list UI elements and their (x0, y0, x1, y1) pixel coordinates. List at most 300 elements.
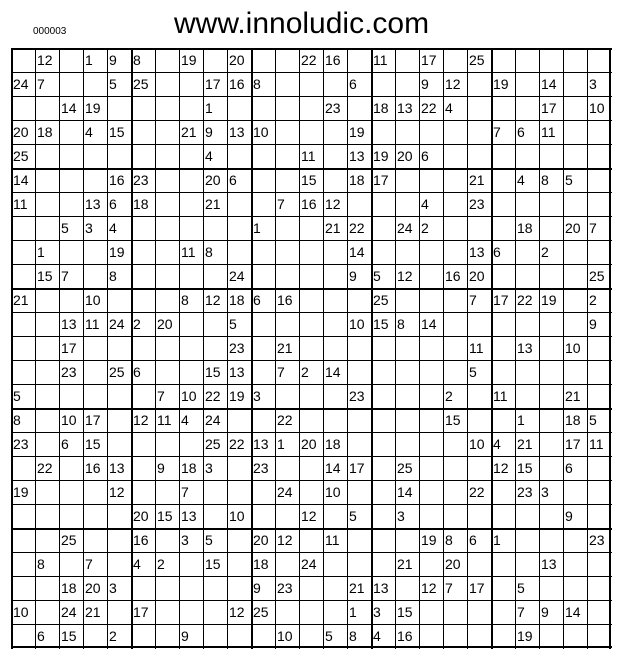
grid-cell[interactable] (347, 96, 371, 120)
grid-cell[interactable] (35, 504, 59, 528)
grid-cell[interactable] (395, 480, 419, 504)
grid-cell[interactable] (35, 72, 59, 96)
grid-cell[interactable] (155, 576, 179, 600)
grid-cell[interactable] (35, 360, 59, 384)
grid-cell[interactable] (323, 504, 347, 528)
grid-cell[interactable] (419, 96, 443, 120)
grid-cell[interactable] (395, 432, 419, 456)
grid-cell[interactable] (443, 480, 467, 504)
grid-cell[interactable] (299, 192, 323, 216)
grid-cell[interactable] (83, 48, 107, 72)
grid-cell[interactable] (395, 600, 419, 624)
grid-cell[interactable] (395, 120, 419, 144)
grid-cell[interactable] (443, 432, 467, 456)
grid-cell[interactable] (539, 624, 563, 648)
grid-cell[interactable] (179, 456, 203, 480)
grid-cell[interactable] (203, 96, 227, 120)
grid-cell[interactable] (83, 192, 107, 216)
grid-cell[interactable] (203, 504, 227, 528)
grid-cell[interactable] (155, 624, 179, 648)
grid-cell[interactable] (491, 360, 515, 384)
grid-cell[interactable] (59, 552, 83, 576)
grid-cell[interactable] (299, 384, 323, 408)
grid-cell[interactable] (107, 432, 131, 456)
grid-cell[interactable] (347, 336, 371, 360)
grid-cell[interactable] (587, 408, 611, 432)
grid-cell[interactable] (419, 216, 443, 240)
grid-cell[interactable] (587, 360, 611, 384)
grid-cell[interactable] (419, 528, 443, 552)
grid-cell[interactable] (515, 144, 539, 168)
grid-cell[interactable] (131, 504, 155, 528)
grid-cell[interactable] (491, 288, 515, 312)
grid-cell[interactable] (155, 408, 179, 432)
grid-cell[interactable] (443, 96, 467, 120)
grid-cell[interactable] (587, 48, 611, 72)
grid-cell[interactable] (59, 384, 83, 408)
grid-cell[interactable] (371, 456, 395, 480)
grid-cell[interactable] (467, 144, 491, 168)
grid-cell[interactable] (251, 168, 275, 192)
grid-cell[interactable] (491, 504, 515, 528)
grid-cell[interactable] (155, 504, 179, 528)
grid-cell[interactable] (155, 312, 179, 336)
grid-cell[interactable] (563, 480, 587, 504)
grid-cell[interactable] (347, 288, 371, 312)
grid-cell[interactable] (467, 288, 491, 312)
grid-cell[interactable] (131, 72, 155, 96)
grid-cell[interactable] (131, 288, 155, 312)
grid-cell[interactable] (275, 384, 299, 408)
grid-cell[interactable] (155, 456, 179, 480)
grid-cell[interactable] (227, 216, 251, 240)
grid-cell[interactable] (11, 552, 35, 576)
grid-cell[interactable] (155, 480, 179, 504)
grid-cell[interactable] (587, 480, 611, 504)
grid-cell[interactable] (203, 336, 227, 360)
grid-cell[interactable] (491, 216, 515, 240)
grid-cell[interactable] (395, 240, 419, 264)
grid-cell[interactable] (419, 264, 443, 288)
grid-cell[interactable] (299, 624, 323, 648)
grid-cell[interactable] (563, 48, 587, 72)
grid-cell[interactable] (131, 384, 155, 408)
grid-cell[interactable] (491, 120, 515, 144)
grid-cell[interactable] (563, 456, 587, 480)
grid-cell[interactable] (251, 624, 275, 648)
grid-cell[interactable] (59, 216, 83, 240)
grid-cell[interactable] (59, 96, 83, 120)
grid-cell[interactable] (179, 528, 203, 552)
grid-cell[interactable] (443, 264, 467, 288)
grid-cell[interactable] (395, 96, 419, 120)
grid-cell[interactable] (11, 336, 35, 360)
grid-cell[interactable] (539, 336, 563, 360)
grid-cell[interactable] (275, 96, 299, 120)
grid-cell[interactable] (443, 552, 467, 576)
grid-cell[interactable] (59, 312, 83, 336)
grid-cell[interactable] (515, 480, 539, 504)
grid-cell[interactable] (419, 624, 443, 648)
grid-cell[interactable] (395, 168, 419, 192)
grid-cell[interactable] (35, 552, 59, 576)
grid-cell[interactable] (275, 408, 299, 432)
grid-cell[interactable] (275, 72, 299, 96)
grid-cell[interactable] (131, 168, 155, 192)
grid-cell[interactable] (443, 240, 467, 264)
grid-cell[interactable] (467, 552, 491, 576)
grid-cell[interactable] (83, 504, 107, 528)
grid-cell[interactable] (299, 288, 323, 312)
grid-cell[interactable] (155, 96, 179, 120)
grid-cell[interactable] (443, 360, 467, 384)
grid-cell[interactable] (563, 144, 587, 168)
grid-cell[interactable] (203, 240, 227, 264)
grid-cell[interactable] (467, 264, 491, 288)
grid-cell[interactable] (299, 72, 323, 96)
grid-cell[interactable] (179, 288, 203, 312)
grid-cell[interactable] (275, 192, 299, 216)
grid-cell[interactable] (443, 576, 467, 600)
grid-cell[interactable] (83, 552, 107, 576)
grid-cell[interactable] (515, 168, 539, 192)
grid-cell[interactable] (107, 576, 131, 600)
grid-cell[interactable] (419, 168, 443, 192)
grid-cell[interactable] (467, 192, 491, 216)
grid-cell[interactable] (371, 504, 395, 528)
grid-cell[interactable] (131, 120, 155, 144)
grid-cell[interactable] (563, 264, 587, 288)
grid-cell[interactable] (83, 480, 107, 504)
grid-cell[interactable] (371, 144, 395, 168)
grid-cell[interactable] (155, 144, 179, 168)
grid-cell[interactable] (347, 624, 371, 648)
grid-cell[interactable] (323, 120, 347, 144)
grid-cell[interactable] (203, 432, 227, 456)
grid-cell[interactable] (347, 384, 371, 408)
grid-cell[interactable] (419, 504, 443, 528)
grid-cell[interactable] (83, 432, 107, 456)
grid-cell[interactable] (563, 600, 587, 624)
grid-cell[interactable] (131, 240, 155, 264)
grid-cell[interactable] (107, 168, 131, 192)
grid-cell[interactable] (59, 144, 83, 168)
grid-cell[interactable] (11, 264, 35, 288)
grid-cell[interactable] (563, 216, 587, 240)
grid-cell[interactable] (59, 408, 83, 432)
grid-cell[interactable] (491, 384, 515, 408)
grid-cell[interactable] (539, 384, 563, 408)
grid-cell[interactable] (443, 504, 467, 528)
grid-cell[interactable] (179, 72, 203, 96)
grid-cell[interactable] (515, 336, 539, 360)
grid-cell[interactable] (563, 552, 587, 576)
grid-cell[interactable] (179, 336, 203, 360)
grid-cell[interactable] (443, 144, 467, 168)
grid-cell[interactable] (155, 216, 179, 240)
grid-cell[interactable] (587, 336, 611, 360)
grid-cell[interactable] (347, 408, 371, 432)
grid-cell[interactable] (395, 48, 419, 72)
grid-cell[interactable] (275, 504, 299, 528)
grid-cell[interactable] (347, 456, 371, 480)
grid-cell[interactable] (371, 360, 395, 384)
grid-cell[interactable] (203, 600, 227, 624)
grid-cell[interactable] (179, 504, 203, 528)
grid-cell[interactable] (275, 360, 299, 384)
grid-cell[interactable] (443, 312, 467, 336)
grid-cell[interactable] (587, 96, 611, 120)
grid-cell[interactable] (395, 408, 419, 432)
grid-cell[interactable] (563, 528, 587, 552)
grid-cell[interactable] (107, 528, 131, 552)
grid-cell[interactable] (251, 360, 275, 384)
grid-cell[interactable] (107, 624, 131, 648)
grid-cell[interactable] (299, 504, 323, 528)
grid-cell[interactable] (251, 72, 275, 96)
grid-cell[interactable] (131, 360, 155, 384)
grid-cell[interactable] (467, 600, 491, 624)
grid-cell[interactable] (275, 600, 299, 624)
grid-cell[interactable] (467, 528, 491, 552)
grid-cell[interactable] (107, 48, 131, 72)
grid-cell[interactable] (563, 504, 587, 528)
grid-cell[interactable] (539, 288, 563, 312)
grid-cell[interactable] (515, 432, 539, 456)
grid-cell[interactable] (107, 408, 131, 432)
grid-cell[interactable] (251, 600, 275, 624)
grid-cell[interactable] (203, 384, 227, 408)
grid-cell[interactable] (83, 408, 107, 432)
grid-cell[interactable] (179, 552, 203, 576)
grid-cell[interactable] (107, 504, 131, 528)
grid-cell[interactable] (299, 360, 323, 384)
grid-cell[interactable] (539, 48, 563, 72)
grid-cell[interactable] (275, 576, 299, 600)
grid-cell[interactable] (203, 360, 227, 384)
grid-cell[interactable] (131, 312, 155, 336)
grid-cell[interactable] (227, 480, 251, 504)
grid-cell[interactable] (83, 456, 107, 480)
grid-cell[interactable] (11, 408, 35, 432)
grid-cell[interactable] (323, 216, 347, 240)
grid-cell[interactable] (371, 96, 395, 120)
grid-cell[interactable] (83, 264, 107, 288)
grid-cell[interactable] (491, 408, 515, 432)
grid-cell[interactable] (539, 192, 563, 216)
grid-cell[interactable] (395, 288, 419, 312)
grid-cell[interactable] (587, 240, 611, 264)
grid-cell[interactable] (515, 192, 539, 216)
grid-cell[interactable] (563, 240, 587, 264)
grid-cell[interactable] (35, 624, 59, 648)
grid-cell[interactable] (467, 624, 491, 648)
grid-cell[interactable] (59, 288, 83, 312)
grid-cell[interactable] (35, 576, 59, 600)
grid-cell[interactable] (35, 408, 59, 432)
grid-cell[interactable] (251, 552, 275, 576)
grid-cell[interactable] (299, 120, 323, 144)
grid-cell[interactable] (227, 240, 251, 264)
grid-cell[interactable] (203, 72, 227, 96)
grid-cell[interactable] (443, 120, 467, 144)
grid-cell[interactable] (515, 312, 539, 336)
grid-cell[interactable] (419, 552, 443, 576)
grid-cell[interactable] (227, 408, 251, 432)
grid-cell[interactable] (371, 264, 395, 288)
grid-cell[interactable] (539, 552, 563, 576)
grid-cell[interactable] (515, 96, 539, 120)
grid-cell[interactable] (299, 576, 323, 600)
grid-cell[interactable] (227, 456, 251, 480)
grid-cell[interactable] (83, 576, 107, 600)
grid-cell[interactable] (443, 456, 467, 480)
grid-cell[interactable] (419, 408, 443, 432)
grid-cell[interactable] (275, 288, 299, 312)
grid-cell[interactable] (155, 264, 179, 288)
grid-cell[interactable] (395, 264, 419, 288)
grid-cell[interactable] (515, 240, 539, 264)
grid-cell[interactable] (275, 480, 299, 504)
grid-cell[interactable] (371, 120, 395, 144)
grid-cell[interactable] (395, 624, 419, 648)
grid-cell[interactable] (203, 192, 227, 216)
grid-cell[interactable] (11, 216, 35, 240)
grid-cell[interactable] (323, 456, 347, 480)
grid-cell[interactable] (227, 336, 251, 360)
grid-cell[interactable] (515, 600, 539, 624)
grid-cell[interactable] (395, 336, 419, 360)
grid-cell[interactable] (59, 576, 83, 600)
grid-cell[interactable] (587, 216, 611, 240)
grid-cell[interactable] (299, 240, 323, 264)
grid-cell[interactable] (227, 144, 251, 168)
grid-cell[interactable] (107, 552, 131, 576)
grid-cell[interactable] (491, 432, 515, 456)
grid-cell[interactable] (587, 72, 611, 96)
grid-cell[interactable] (83, 336, 107, 360)
grid-cell[interactable] (539, 360, 563, 384)
grid-cell[interactable] (227, 168, 251, 192)
grid-cell[interactable] (347, 528, 371, 552)
grid-cell[interactable] (323, 528, 347, 552)
grid-cell[interactable] (467, 120, 491, 144)
grid-cell[interactable] (179, 144, 203, 168)
grid-cell[interactable] (83, 360, 107, 384)
grid-cell[interactable] (395, 504, 419, 528)
grid-cell[interactable] (275, 216, 299, 240)
grid-cell[interactable] (131, 624, 155, 648)
grid-cell[interactable] (563, 408, 587, 432)
grid-cell[interactable] (587, 312, 611, 336)
grid-cell[interactable] (443, 48, 467, 72)
grid-cell[interactable] (107, 384, 131, 408)
grid-cell[interactable] (35, 264, 59, 288)
grid-cell[interactable] (323, 600, 347, 624)
grid-cell[interactable] (179, 624, 203, 648)
grid-cell[interactable] (323, 96, 347, 120)
grid-cell[interactable] (539, 312, 563, 336)
grid-cell[interactable] (323, 408, 347, 432)
grid-cell[interactable] (203, 168, 227, 192)
grid-cell[interactable] (347, 360, 371, 384)
grid-cell[interactable] (467, 72, 491, 96)
grid-cell[interactable] (323, 552, 347, 576)
grid-cell[interactable] (539, 504, 563, 528)
grid-cell[interactable] (443, 216, 467, 240)
grid-cell[interactable] (419, 600, 443, 624)
grid-cell[interactable] (83, 168, 107, 192)
grid-cell[interactable] (395, 384, 419, 408)
grid-cell[interactable] (299, 168, 323, 192)
grid-cell[interactable] (299, 480, 323, 504)
grid-cell[interactable] (275, 264, 299, 288)
grid-cell[interactable] (299, 552, 323, 576)
grid-cell[interactable] (251, 264, 275, 288)
grid-cell[interactable] (515, 72, 539, 96)
grid-cell[interactable] (35, 528, 59, 552)
grid-cell[interactable] (491, 576, 515, 600)
grid-cell[interactable] (227, 432, 251, 456)
grid-cell[interactable] (251, 336, 275, 360)
grid-cell[interactable] (11, 240, 35, 264)
grid-cell[interactable] (371, 480, 395, 504)
grid-cell[interactable] (59, 336, 83, 360)
grid-cell[interactable] (539, 144, 563, 168)
grid-cell[interactable] (539, 576, 563, 600)
grid-cell[interactable] (467, 168, 491, 192)
grid-cell[interactable] (491, 168, 515, 192)
grid-cell[interactable] (179, 576, 203, 600)
grid-cell[interactable] (323, 624, 347, 648)
grid-cell[interactable] (251, 384, 275, 408)
grid-cell[interactable] (203, 312, 227, 336)
grid-cell[interactable] (59, 600, 83, 624)
grid-cell[interactable] (203, 624, 227, 648)
grid-cell[interactable] (323, 240, 347, 264)
grid-cell[interactable] (107, 456, 131, 480)
grid-cell[interactable] (11, 384, 35, 408)
grid-cell[interactable] (371, 384, 395, 408)
grid-cell[interactable] (155, 168, 179, 192)
grid-cell[interactable] (371, 72, 395, 96)
grid-cell[interactable] (515, 576, 539, 600)
grid-cell[interactable] (539, 216, 563, 240)
grid-cell[interactable] (107, 120, 131, 144)
grid-cell[interactable] (467, 504, 491, 528)
grid-cell[interactable] (203, 216, 227, 240)
grid-cell[interactable] (443, 168, 467, 192)
grid-cell[interactable] (395, 72, 419, 96)
grid-cell[interactable] (227, 600, 251, 624)
grid-cell[interactable] (227, 576, 251, 600)
grid-cell[interactable] (251, 312, 275, 336)
grid-cell[interactable] (371, 576, 395, 600)
grid-cell[interactable] (515, 456, 539, 480)
grid-cell[interactable] (275, 240, 299, 264)
grid-cell[interactable] (299, 144, 323, 168)
grid-cell[interactable] (299, 48, 323, 72)
grid-cell[interactable] (563, 72, 587, 96)
grid-cell[interactable] (323, 288, 347, 312)
grid-cell[interactable] (227, 624, 251, 648)
grid-cell[interactable] (371, 552, 395, 576)
grid-cell[interactable] (371, 408, 395, 432)
grid-cell[interactable] (179, 96, 203, 120)
grid-cell[interactable] (587, 504, 611, 528)
grid-cell[interactable] (323, 336, 347, 360)
grid-cell[interactable] (467, 360, 491, 384)
